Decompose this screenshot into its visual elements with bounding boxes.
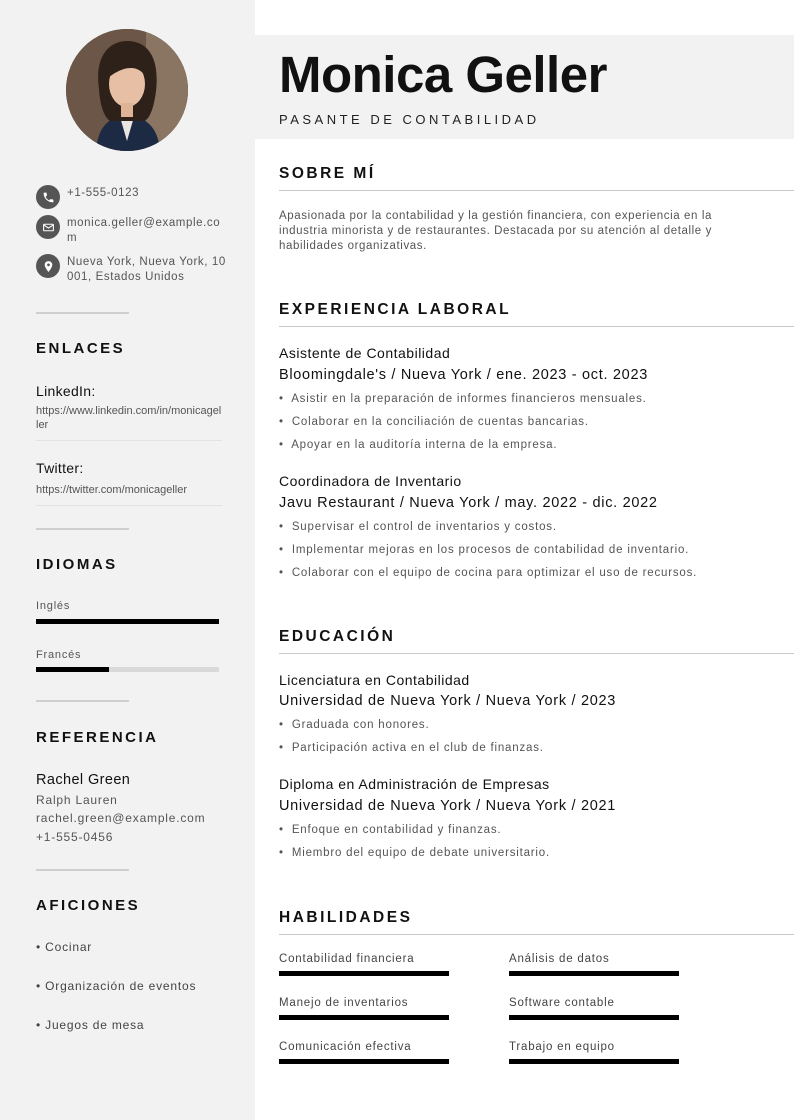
language-level-bar [36, 619, 219, 624]
degree-title: Diploma en Administración de Empresas [279, 776, 550, 792]
degree-org: Universidad de Nueva York / Nueva York / 2023 [279, 693, 617, 709]
bullet-text: Participación activa en el club de finanzas. [291, 742, 544, 754]
hobby-label: Organización de eventos [45, 979, 197, 993]
divider [36, 869, 129, 871]
language-name: Inglés [36, 600, 71, 612]
contact-phone [36, 185, 226, 209]
email-icon [36, 215, 60, 239]
profile-photo [66, 29, 188, 151]
job-org: Bloomingdale's / Nueva York / ene. 2023 - oct. 2023 [279, 367, 648, 383]
language-level-fill [36, 619, 219, 624]
section-rule [279, 653, 794, 654]
candidate-name: Monica Geller [279, 46, 607, 103]
bullet-text: Colaborar con el equipo de cocina para optimizar el uso de recursos. [291, 567, 698, 579]
language-level-fill [36, 667, 109, 672]
linkedin-url[interactable]: https://www.linkedin.com/in/monicageller [36, 405, 222, 431]
phone-icon [36, 185, 60, 209]
hobby-item: • Cocinar [36, 940, 93, 954]
address-text: Nueva York, Nueva York, 10001, Estados Unidos [67, 256, 226, 283]
linkedin-label: LinkedIn: [36, 383, 96, 399]
divider [36, 312, 129, 314]
link-separator [36, 505, 222, 506]
job-role: Asistente de Contabilidad [279, 345, 451, 361]
bullet-text: Graduada con honores. [291, 719, 430, 731]
languages-heading: IDIOMAS [36, 556, 118, 573]
degree-title: Licenciatura en Contabilidad [279, 672, 470, 688]
hobby-item: • Organización de eventos [36, 979, 197, 993]
education-heading: EDUCACIÓN [279, 628, 396, 645]
main-content [255, 0, 794, 1120]
skill-name: Contabilidad financiera [279, 953, 415, 965]
twitter-label: Twitter: [36, 460, 84, 476]
skill-bar [509, 1015, 679, 1020]
section-rule [279, 326, 794, 327]
language-level-bar [36, 667, 219, 672]
phone-text: +1-555-0123 [67, 187, 140, 199]
divider [36, 700, 129, 702]
about-heading: SOBRE MÍ [279, 165, 376, 182]
job-bullet: • Apoyar en la auditoría interna de la empresa. [279, 439, 558, 451]
job-bullet: • Implementar mejoras en los procesos de contabilidad de inventario. [279, 544, 690, 556]
header-band [255, 35, 794, 139]
section-rule [279, 934, 794, 935]
hobby-item: • Juegos de mesa [36, 1018, 145, 1032]
hobby-label: Juegos de mesa [45, 1018, 145, 1032]
language-name: Francés [36, 649, 82, 661]
experience-heading: EXPERIENCIA LABORAL [279, 301, 512, 318]
section-rule [279, 190, 794, 191]
job-bullet: • Colaborar en la conciliación de cuentas bancarias. [279, 416, 589, 428]
hobby-label: Cocinar [45, 940, 93, 954]
job-bullet: • Asistir en la preparación de informes financieros mensuales. [279, 393, 647, 405]
skill-name: Comunicación efectiva [279, 1041, 412, 1053]
location-pin-icon [36, 254, 60, 278]
reference-email[interactable]: rachel.green@example.com [36, 811, 206, 825]
skill-bar [279, 971, 449, 976]
bullet-text: Implementar mejoras en los procesos de contabilidad de inventario. [291, 544, 690, 556]
bullet-text: Colaborar en la conciliación de cuentas bancarias. [291, 416, 589, 428]
skill-name: Software contable [509, 997, 615, 1009]
about-text: Apasionada por la contabilidad y la gestión financiera, con experiencia en la industria minorista y de restaurantes. Destacada por su atención al detalle y habilidades organizativas. [279, 210, 712, 252]
skill-bar [279, 1059, 449, 1064]
degree-org: Universidad de Nueva York / Nueva York / 2021 [279, 798, 617, 814]
reference-phone: +1-555-0456 [36, 830, 114, 844]
skill-bar [509, 971, 679, 976]
skill-bar [509, 1059, 679, 1064]
skill-name: Manejo de inventarios [279, 997, 409, 1009]
reference-heading: REFERENCIA [36, 729, 159, 746]
degree-bullet: • Enfoque en contabilidad y finanzas. [279, 824, 502, 836]
job-bullet: • Colaborar con el equipo de cocina para optimizar el uso de recursos. [279, 567, 698, 579]
email-text[interactable]: monica.geller@example.com [67, 217, 221, 244]
skill-bar [279, 1015, 449, 1020]
degree-bullet: • Miembro del equipo de debate universitario. [279, 847, 550, 859]
degree-bullet: • Graduada con honores. [279, 719, 430, 731]
skills-heading: HABILIDADES [279, 909, 413, 926]
twitter-url[interactable]: https://twitter.com/monicageller [36, 484, 188, 496]
job-org: Javu Restaurant / Nueva York / may. 2022 - dic. 2022 [279, 495, 658, 511]
contact-address [36, 254, 226, 285]
degree-bullet: • Participación activa en el club de finanzas. [279, 742, 544, 754]
divider [36, 528, 129, 530]
skill-name: Trabajo en equipo [509, 1041, 615, 1053]
skill-name: Análisis de datos [509, 953, 610, 965]
contact-email [36, 215, 226, 246]
job-bullet: • Supervisar el control de inventarios y costos. [279, 521, 557, 533]
bullet-text: Supervisar el control de inventarios y costos. [291, 521, 557, 533]
reference-company: Ralph Lauren [36, 793, 118, 807]
bullet-text: Apoyar en la auditoría interna de la empresa. [291, 439, 558, 451]
link-separator [36, 440, 222, 441]
bullet-text: Asistir en la preparación de informes financieros mensuales. [291, 393, 647, 405]
bullet-text: Enfoque en contabilidad y finanzas. [291, 824, 502, 836]
sidebar [0, 0, 255, 1120]
links-heading: ENLACES [36, 340, 126, 357]
job-role: Coordinadora de Inventario [279, 473, 462, 489]
bullet-text: Miembro del equipo de debate universitario. [291, 847, 550, 859]
reference-name: Rachel Green [36, 772, 131, 788]
hobbies-heading: AFICIONES [36, 897, 141, 914]
job-title: PASANTE DE CONTABILIDAD [279, 112, 540, 127]
